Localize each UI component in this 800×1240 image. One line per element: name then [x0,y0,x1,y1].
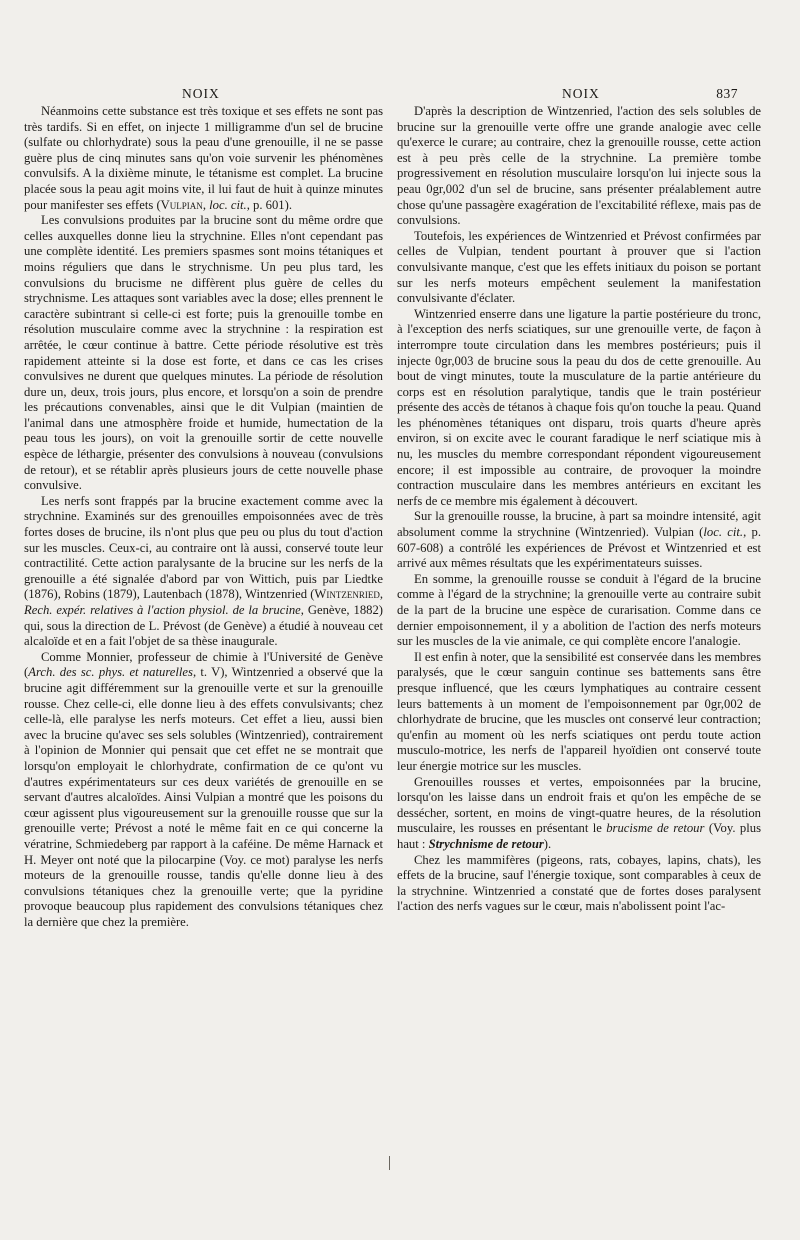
page-number: 837 [716,86,738,101]
running-head-right: NOIX [562,86,600,101]
citation: loc. cit. [209,197,247,212]
column-divider [389,1156,390,1170]
running-head-left: NOIX [182,86,220,101]
paragraph: Toutefois, les expériences de Wintzenried et Prévost confirmées par celles de Vulpian, tendent pourtant à prouver que si l'action convulsivante manque, c'est que les effets initiaux du poison se portant sur les nerfs moteurs empêchent seulement la manifestation convulsivante d'éclater. [397,228,761,306]
paragraph: Les nerfs sont frappés par la brucine exactement comme avec la strychnine. Examinés sur des grenouilles empoisonnées avec de très fortes doses de brucine, ils n'ont plus que peu ou plus du tout d'action sur les muscles. Ceux-ci, au contraire ont là aussi, conservé toute leur contractilité. Cette action paralysante de la brucine sur les nerfs de la grenouille a été signalée d'abord par von Wittich, puis par Liedtke (1876), Robins (1879), Lautenbach (1878), Wintzenried (Wintzenried, Rech. expér. relatives à l'action physiol. de la brucine, Genève, 1882) qui, sous la direction de L. Prévost (de Genève) a étudié à nouveau cet alcaloïde et en a fait l'objet de sa thèse inaugurale. [24,493,383,649]
paragraph: D'après la description de Wintzenried, l'action des sels solubles de brucine sur la grenouille verte offre une grande analogie avec celle qu'exerce le curare; au contraire, chez la grenouille rousse, cette action est à peu près celle de la strychnine. La première tombe progressivement en résolution musculaire lorsqu'on lui injecte sous la peau 0gr,002 d'un sel de brucine, sans présenter préalablement autre chose qu'une passagère exagération de l'excitabilité réflexe, mais pas de convulsions. [397,104,761,228]
paragraph: Il est enfin à noter, que la sensibilité est conservée dans les membres paralysés, que le cœur sanguin continue ses battements sans être presque influencé, que les cœurs lymphatiques au contraire cessent leurs battements à un moment de l'empoisonnement par 0gr,002 de chlorhydrate de brucine, que les muscles ont conservé leur contraction; qu'enfin au moment où les nerfs sciatiques ont perdu toute action musculo-motrice, les nerfs de l'appareil hyoïdien ont conservé toute leur énergie motrice sur les muscles. [397,649,761,773]
author-name: Wintzenried [314,587,380,602]
paragraph: Les convulsions produites par la brucine sont du même ordre que celles auxquelles donne lieu la strychnine. Elles n'ont cependant pas une complète identité. Les premiers spasmes sont moins tétaniques et moins réguliers que dans le strychnisme. Un peu plus tard, les convulsions du brucisme ne diffèrent plus guère de celles du strychnisme. Les attaques sont variables avec la dose; elles prennent le caractère subintrant si celle-ci est forte; puis la grenouille tombe en résolution musculaire comme avec la strychnine : la respiration est arrêtée, le cœur continue à battre. Cette période résolutive est très rapidement atteinte si la dose est forte, et dans ce cas les crises convulsives ne durent que quelques minutes. La période de résolution dure un, deux, trois jours, plus encore, et lorsqu'on a soin de prendre les précautions convenables, ainsi que le dit Vulpian (maintien de l'animal dans une atmosphère froide et humide, humectation de la peau tous les jours), on voit la grenouille sortir de cette nouvelle espèce de léthargie, présenter des convulsions à nouveau (convulsions de retour), et se rétablir après plusieurs jours de cette nouvelle phase convulsive. [24,213,383,493]
journal-title: Arch. des sc. phys. et naturelles [28,665,193,680]
left-column [24,104,383,930]
author-name: Vulpian [160,197,203,212]
paragraph: Wintzenried enserre dans une ligature la partie postérieure du tronc, à l'exception des nerfs sciatiques, sur une grenouille verte, de façon à interrompre toute circulation dans les membres postérieurs; puis il injecte 0gr,003 de brucine sous la peau du dos de cette grenouille. Au bout de vingt minutes, toute la musculature de la partie antérieure du corps est en résolution paralytique, tandis que le train postérieur présente des accès de tétanos à chaque fois qu'on touche la peau. Quand les phénomènes tétaniques ont disparu, trois quarts d'heure après environ, si on excite avec le courant faradique le nerf sciatique mis à nu, les muscles du membre correspondant répondent vigoureusement encore; il est impossible au contraire, de provoquer la moindre contraction musculaire dans les membres antérieurs en excitant les nerfs de ce membre mis également à découvert. [397,306,761,508]
term: brucisme de retour [606,821,705,836]
cross-reference: Strychnisme de retour [428,836,544,851]
paragraph: Néanmoins cette substance est très toxique et ses effets ne sont pas très tardifs. Si en effet, on injecte 1 milligramme d'un sel de brucine (sulfate ou chlorhydrate) sous la peau d'une grenouille, il ne se passe guère plus de cinq minutes sans qu'on voie survenir les phénomènes convulsifs. A la dixième minute, le tétanisme est complet. La brucine placée sous la peau agit moins vite, il lui faut de huit à quinze minutes pour manifester ses effets (Vulpian, loc. cit., p. 601). [24,104,383,212]
work-title: Rech. expér. relatives à l'action physiol. de la brucine [24,603,301,617]
paragraph: Comme Monnier, professeur de chimie à l'Université de Genève (Arch. des sc. phys. et naturelles, t. V), Wintzenried a observé que la brucine agit différemment sur la grenouille verte et sur la grenouille rousse. Chez celle-ci, elle donne lieu à des effets convulsivants; chez celle-là, elle paralyse les nerfs moteurs. Cet effet a lieu, aussi bien avec la brucine qu'avec ses sels solubles (Wintzenried), contrairement à l'opinion de Monnier qui pensait que cet effet ne se montrait que lorsqu'on employait le chlorhydrate, confirmation de ce qu'ont vu d'autres expérimentateurs sur ces deux variétés de grenouille en se servant d'autres alcaloïdes. Ainsi Vulpian a montré que les poisons du cœur agissent plus vigoureusement sur la grenouille rousse que sur la grenouille verte; Prévost a noté le même fait en ce qui concerne la vératrine, Schmiedeberg par rapport à la caféine. De même Harnack et H. Meyer ont noté que la pilocarpine (Voy. ce mot) paralyse les nerfs moteurs de la grenouille rousse, tandis qu'elle donne lieu à des convulsions tétaniques chez la grenouille verte; que la pyridine provoque beaucoup plus rapidement des convulsions tétaniques chez la dernière que chez la première. [24,649,383,929]
citation: loc. cit. [703,525,744,540]
right-column [397,104,761,915]
paragraph: Sur la grenouille rousse, la brucine, à part sa moindre intensité, agit absolument comme la strychnine (Wintzenried). Vulpian (loc. cit., p. 607-608) a contrôlé les expériences de Prévost et Wintzenried et est arrivé aux mêmes résultats que les expérimentateurs suisses. [397,509,761,571]
paragraph: Grenouilles rousses et vertes, empoisonnées par la brucine, lorsqu'on les laisse dans un endroit frais et qu'on les empêche de se dessécher, sortent, en moins de vingt-quatre heures, de la résolution musculaire, les rousses en présentant le brucisme de retour (Voy. plus haut : Strychnisme de retour). [397,774,761,851]
paragraph: En somme, la grenouille rousse se conduit à l'égard de la brucine comme à l'égard de la strychnine; la grenouille verte au contraire subit de la part de la brucine une espèce de curarisation. Comme dans ce dernier empoisonnement, il y a abolition de l'action des nerfs moteurs sur les muscles de la vie animale, ce qui complète encore l'analogie. [397,571,761,649]
paragraph: Chez les mammifères (pigeons, rats, cobayes, lapins, chats), les effets de la brucine, sauf l'énergie toxique, sont comparables à ceux de la strychnine. Wintzenried a constaté que de fortes doses paralysent l'action des nerfs vagues sur le cœur, mais n'abolissent point l'ac- [397,852,761,914]
